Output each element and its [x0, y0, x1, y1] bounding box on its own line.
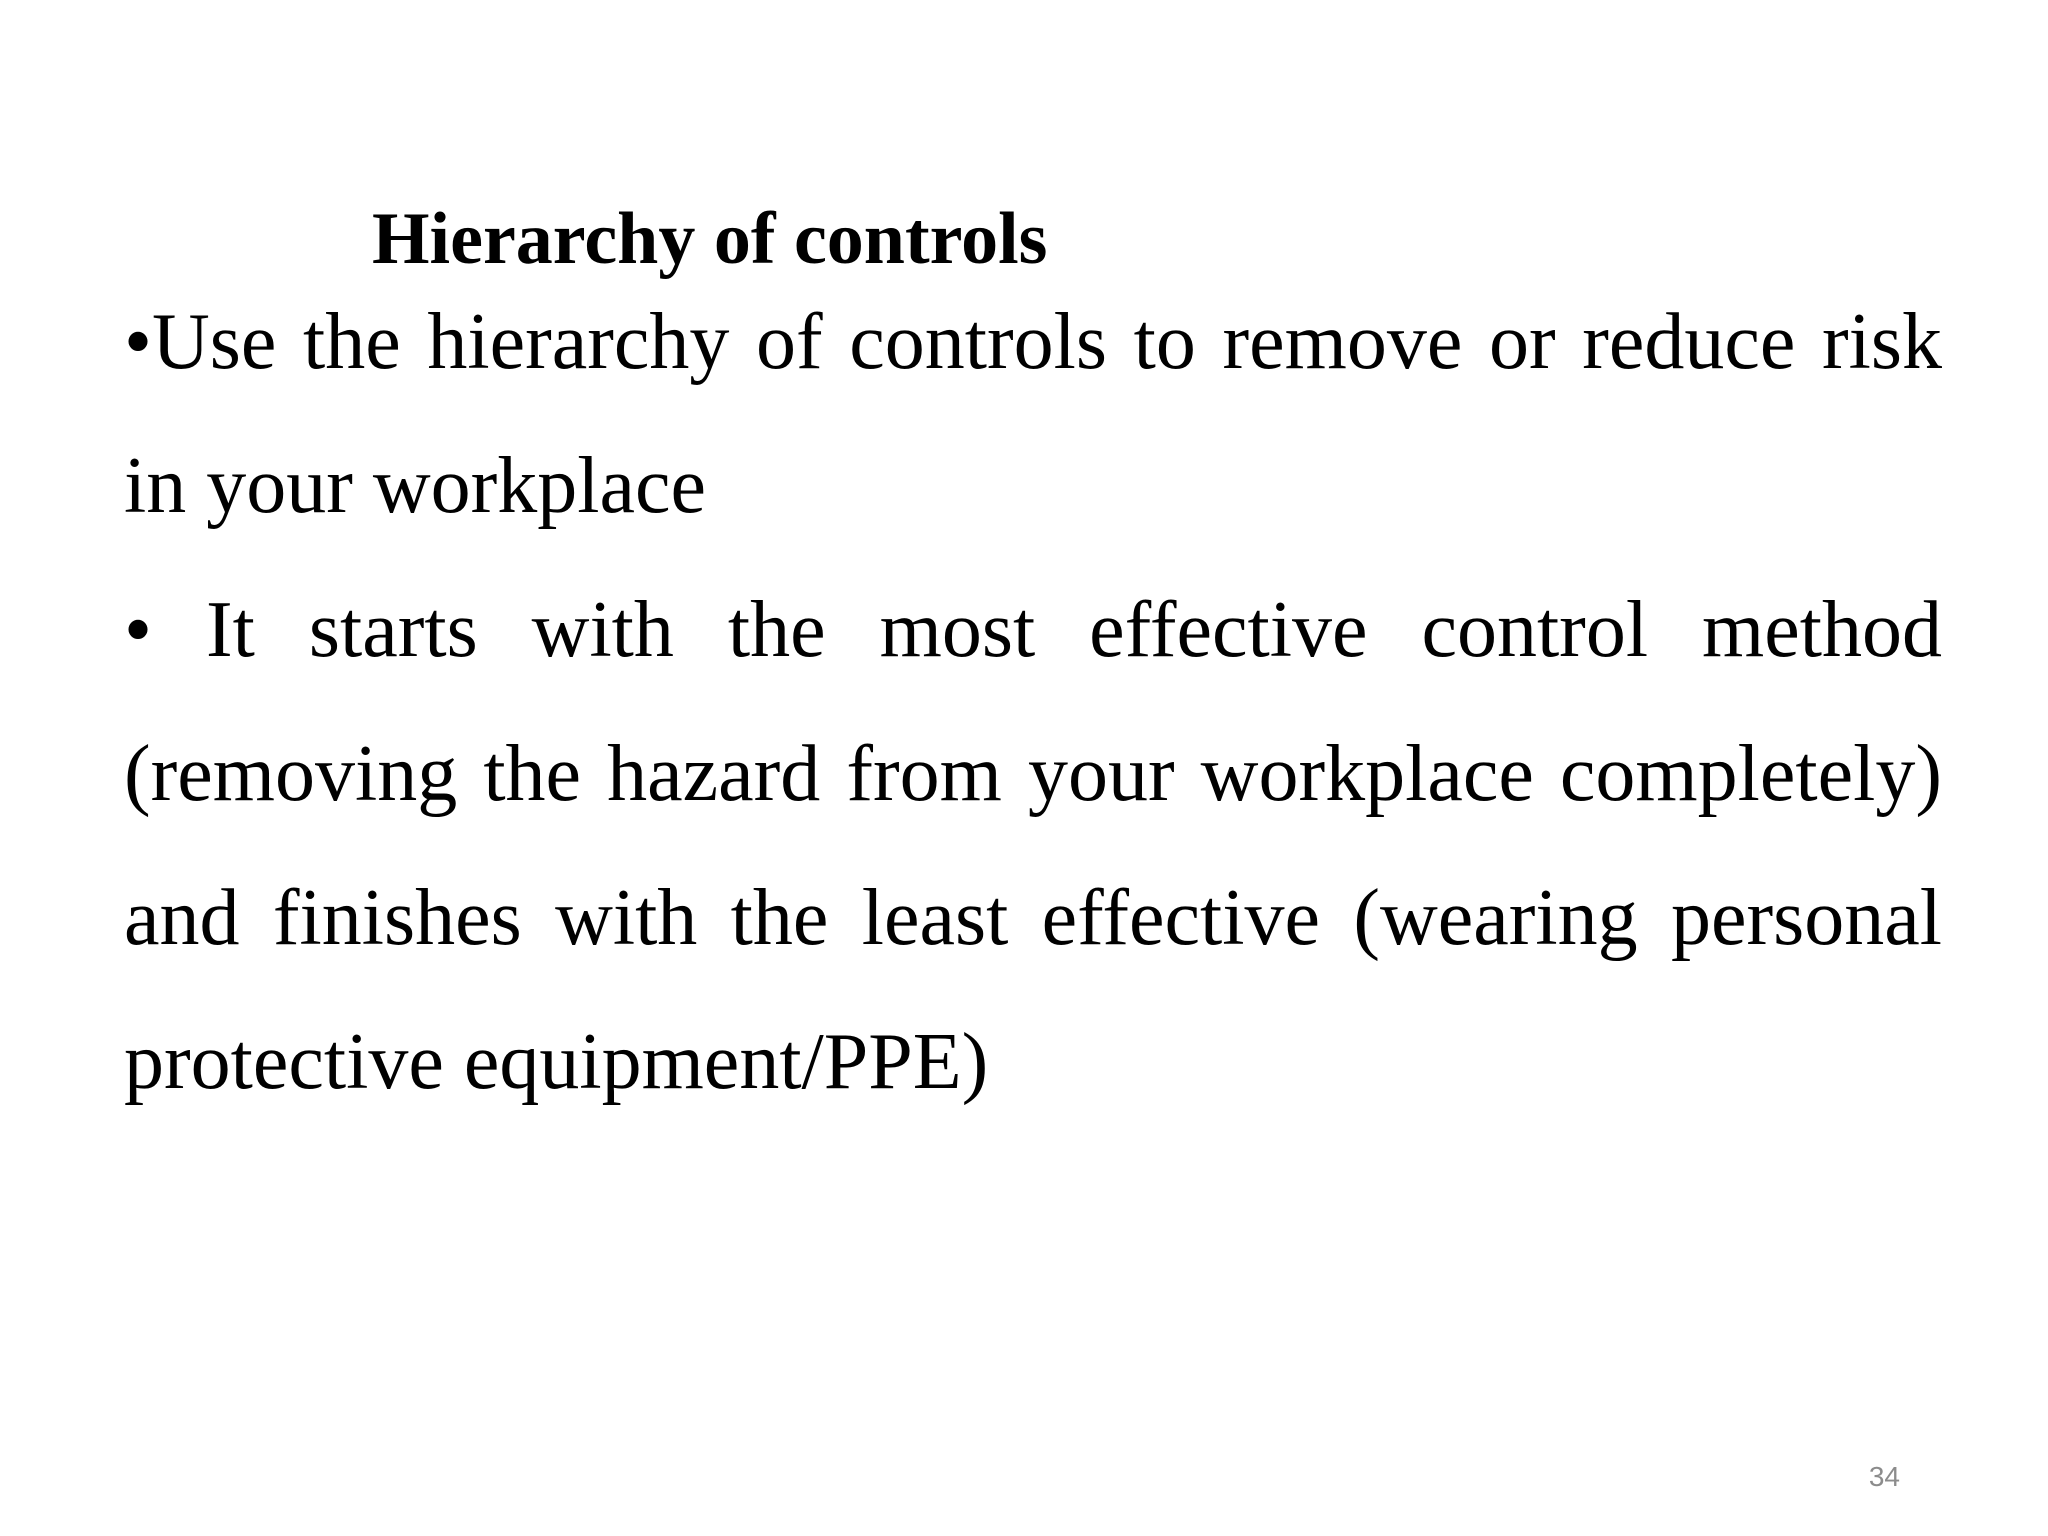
page-number: 34 — [1868, 1461, 1900, 1492]
bullet-marker: • — [124, 298, 153, 386]
bullet-text: It starts with the most effective control method (removing the hazard from your workplace completely) and finishes with the least effective (wearing personal protective equipment/PPE) — [124, 586, 1942, 1106]
bullet-item — [124, 270, 1942, 558]
slide-body — [124, 270, 1942, 1134]
bullet-marker: • — [124, 586, 206, 674]
bullet-item — [124, 558, 1942, 1134]
bullet-text: Use the hierarchy of controls to remove or reduce risk in your workplace — [124, 298, 1942, 530]
slide-title: Hierarchy of controls — [372, 198, 1048, 280]
